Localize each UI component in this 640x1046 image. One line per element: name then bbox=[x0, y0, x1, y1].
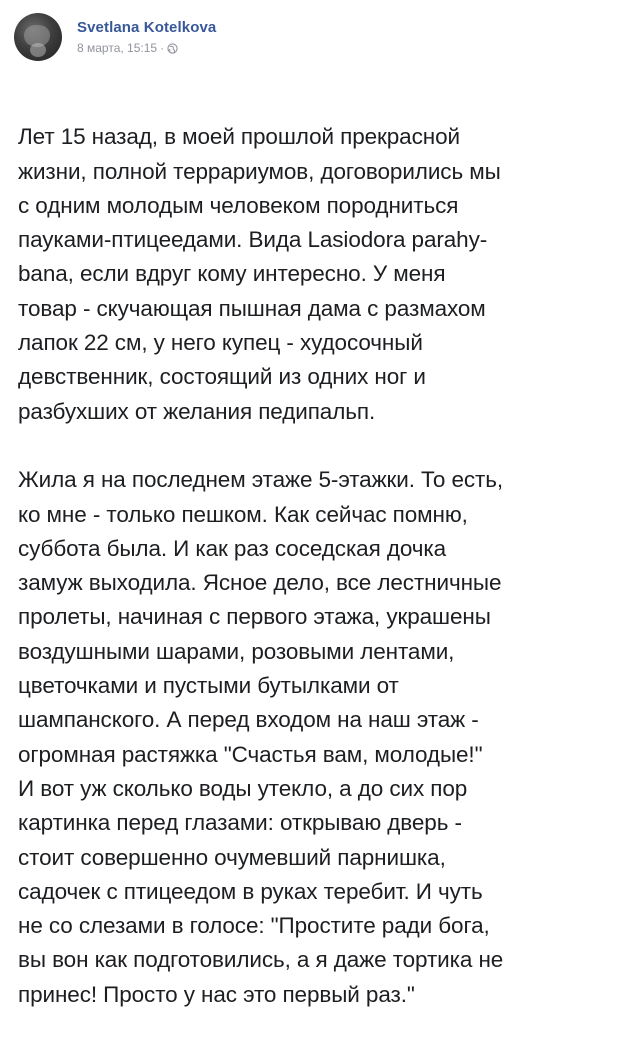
author-name[interactable]: Svetlana Kotelkova bbox=[77, 18, 217, 36]
post-meta bbox=[77, 19, 216, 56]
post-timestamp[interactable]: 8 марта, 15:15 bbox=[77, 40, 158, 55]
globe-icon[interactable] bbox=[167, 42, 178, 53]
post-paragraph-2: Жила я на последнем этаже 5-этажки. То есть, ко мне - только пешком. Как сейчас помню, суббота была. И как раз соседская дочка замуж выходила. Ясное дело, все лестничные пролеты, начиная с первого этажа, украшены воздушными шарами, розовыми лентами, цветочками и пустыми бутылками от шампанского. А перед входом на наш этаж - огромная растяжка "Счастья вам, молодые!" И вот уж сколько воды утекло, а до сих пор картинка перед глазами: открываю дверь - стоит совершенно очумевший парнишка, садочек с птицеедом в руках теребит. И чуть не со слезами в голосе: "Простите ради бога, вы вон как подготовились, а я даже тортика не принес! Просто у нас это первый раз." bbox=[18, 467, 504, 1007]
post-body bbox=[18, 86, 628, 1046]
post-header bbox=[14, 12, 216, 62]
post-paragraph-1: Лет 15 назад, в моей прошлой прекрасной жизни, полной террариумов, договорились мы с одним молодым человеком породниться пауками-птицеедами. Вида Lasiodora parahy- bana, если вдруг кому интересно. У меня товар - скучающая пышная дама с размахом лапок 22 см, у него купец - худосочный девственник, состоящий из одних ног и разбухших от желания педипальп. bbox=[18, 124, 501, 424]
separator-dot: · bbox=[160, 40, 165, 55]
post-subline bbox=[77, 40, 216, 56]
author-avatar[interactable] bbox=[14, 13, 62, 61]
